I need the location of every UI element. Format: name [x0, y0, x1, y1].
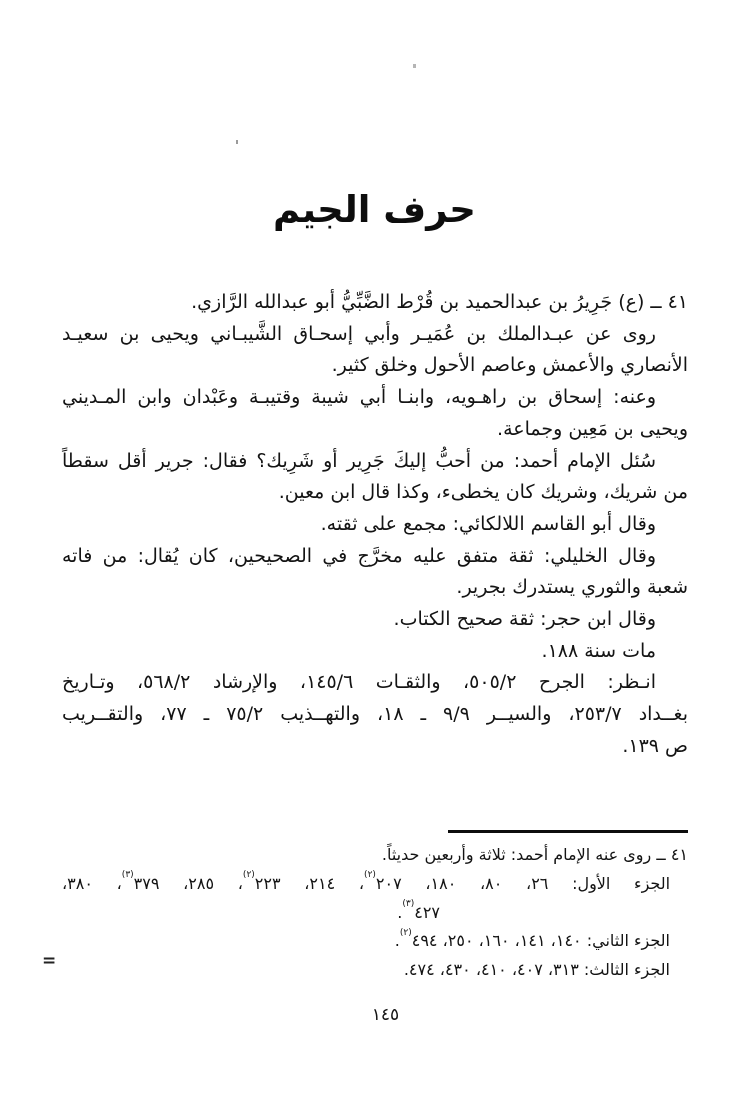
body-line: روى عن عبـدالملك بن عُمَيـر وأبي إسحـاق الشَّيبـاني ويحيى بن سعيـد	[62, 322, 656, 345]
body-line: وقال ابن حجر: ثقة صحيح الكتاب.	[393, 608, 656, 631]
body-line: من شريك، وشريك كان يخطىء، وكذا قال ابن معين.	[278, 481, 688, 504]
body-line: مات سنة ١٨٨.	[541, 639, 656, 662]
footnote-text: ، ٢١٤، ٢٢٣	[254, 873, 365, 893]
footnote-line: ٤١ ــ روى عنه الإمام أحمد: ثلاثة وأربعين حديثاً.	[381, 845, 688, 864]
body-line: الأنصاري والأعمش وعاصم الأحول وخلق كثير.	[331, 354, 688, 377]
entry-header-line: ٤١ ــ (ع) جَرِيرُ بن عبدالحميد بن قُرْط الضَّبِّيُّ أبو عبدالله الرَّازي.	[191, 291, 688, 313]
footnote-ref: (٢)	[242, 870, 255, 881]
footnote-ref: (٢)	[399, 928, 412, 939]
body-line: سُئل الإمام أحمد: من أحبُّ إليكَ جَرِير أو شَرِيك؟ فقال: جرير أقل سقطاً	[62, 449, 656, 472]
footnote-separator	[448, 830, 688, 833]
footnote-text: .	[397, 902, 403, 922]
footnote-text: ، ٢٨٥، ٣٧٩	[133, 873, 243, 893]
footnote-line	[62, 927, 688, 956]
footnote-text: ، ٣٨٠،	[62, 873, 122, 893]
entry-body	[62, 287, 688, 763]
body-line: انـظر: الجرح ٥٠٥/٢، والثقـات ١٤٥/٦، والإرشاد ٥٦٨/٢، وتـاريخ	[62, 671, 657, 694]
scan-speck	[236, 140, 238, 144]
body-line: وقال أبو القاسم اللالكائي: مجمع على ثقته.	[320, 512, 656, 535]
page-number: ١٤٥	[371, 1005, 400, 1025]
scan-speck	[413, 64, 416, 68]
body-line: ويحيى بن مَعِين وجماعة.	[497, 417, 688, 440]
body-line: وعنه: إسحاق بن راهـويه، وابنـا أبي شيبة وقتيبـة وعَبْدان وابن المـديني	[62, 386, 656, 409]
body-line: بغــداد ٢٥٣/٧، والسيــر ٩/٩ ـ ١٨، والتهــذيب ٧٥/٢ ـ ٧٧، والتقــريب	[62, 703, 688, 726]
footnote-text: ٤٢٧	[414, 902, 440, 922]
footnote-line: الجزء الثالث: ٣١٣، ٤٠٧، ٤١٠، ٤٣٠، ٤٧٤.	[403, 960, 670, 980]
footnote-ref: (٢)	[364, 870, 376, 881]
body-line: وقال الخليلي: ثقة متفق عليه مخرَّج في الصحيحين، كان يُقال: من فاته	[62, 544, 656, 567]
footnote-ref: (٣)	[402, 899, 415, 910]
continuation-mark: =	[42, 951, 57, 971]
footnote-text: .	[394, 931, 400, 951]
chapter-title: حرف الجيم	[273, 188, 476, 231]
footnote-text: الجزء الأول: ٢٦، ٨٠، ١٨٠، ٢٠٧	[375, 873, 671, 893]
body-line: شعبة والثوري يستدرك بجرير.	[456, 576, 688, 599]
footnote-line	[62, 870, 688, 899]
footnote-block	[62, 841, 688, 985]
footnote-ref: (٣)	[121, 870, 134, 881]
footnote-line	[62, 899, 688, 928]
footnote-text: الجزء الثاني: ١٤٠، ١٤١، ١٦٠، ٢٥٠، ٤٩٤	[411, 931, 670, 951]
body-line: ص ١٣٩.	[622, 734, 688, 757]
